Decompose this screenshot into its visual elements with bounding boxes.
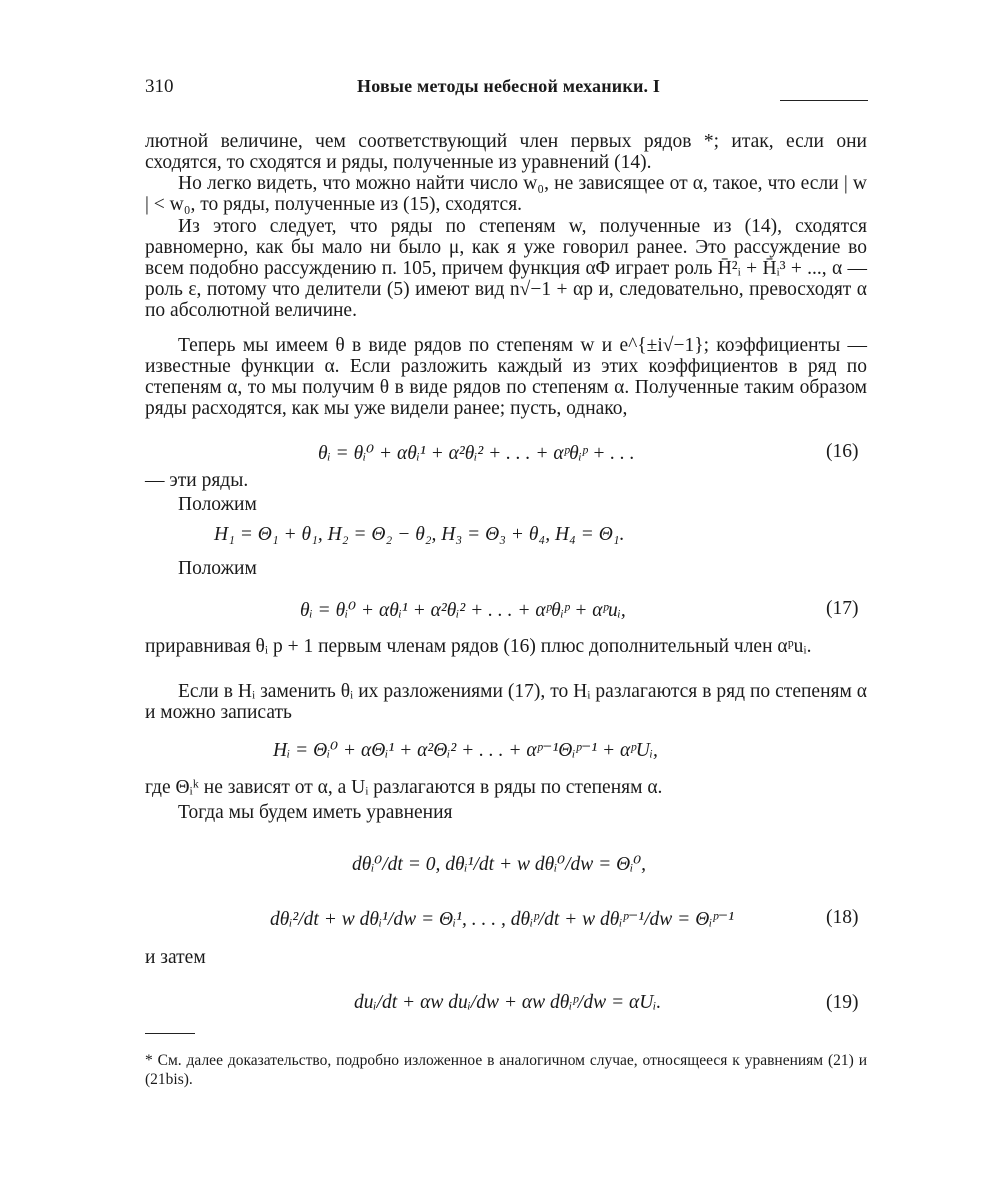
- paragraph-7: где Θᵢᵏ не зависят от α, а Uᵢ разлагаются в ряды по степеням α.: [145, 777, 663, 798]
- header-rule: [780, 100, 868, 101]
- equation-hi: Hᵢ = Θᵢ⁰ + αΘᵢ¹ + α²Θᵢ² + . . . + αᵖ⁻¹Θᵢᵖ⁻¹ + αᵖUᵢ,: [273, 740, 658, 761]
- equation-18-line-1: dθᵢ⁰/dt = 0, dθᵢ¹/dt + w dθᵢ⁰/dw = Θᵢ⁰,: [352, 854, 647, 875]
- footnote: * См. далее доказательство, подробно изложенное в аналогичном случае, относящееся к уравнениям (21) и (21bis).: [145, 1052, 867, 1088]
- running-header: [145, 76, 867, 106]
- running-title: Новые методы небесной механики. I: [357, 76, 661, 96]
- equation-19: duᵢ/dt + αw duᵢ/dw + αw dθᵢᵖ/dw = αUᵢ.: [354, 992, 662, 1013]
- paragraph-4: Теперь мы имеем θ в виде рядов по степеням w и e^{±i√−1}; коэффициенты — известные функции α. Если разложить каждый из этих коэффициентов в ряд по степеням α, то мы получим θ в виде рядов по степеням α. Полученные таким образом ряды расходятся, как мы уже видели ранее; пусть, однако,: [145, 335, 867, 419]
- after-equation-16: — эти ряды.: [145, 470, 249, 491]
- equation-17-number: (17): [826, 598, 859, 619]
- equation-16: θᵢ = θᵢ⁰ + αθᵢ¹ + α²θᵢ² + . . . + αᵖθᵢᵖ + . . .: [318, 443, 635, 464]
- equation-19-number: (19): [826, 992, 859, 1013]
- equation-17: θᵢ = θᵢ⁰ + αθᵢ¹ + α²θᵢ² + . . . + αᵖθᵢᵖ + αᵖuᵢ,: [300, 600, 626, 621]
- polozhim-2: Положим: [178, 558, 257, 579]
- equation-16-number: (16): [826, 441, 859, 462]
- footnote-rule: [145, 1033, 195, 1034]
- i-zatem: и затем: [145, 947, 206, 968]
- paragraph-1: лютной величине, чем соответствующий член первых рядов *; итак, если они сходятся, то сходятся и ряды, полученные из уравнений (14).: [145, 131, 867, 173]
- paragraph-5: приравнивая θᵢ p + 1 первым членам рядов (16) плюс дополнительный член αᵖuᵢ.: [145, 636, 812, 657]
- paragraph-8: Тогда мы будем иметь уравнения: [178, 802, 453, 823]
- polozhim-1: Положим: [178, 494, 257, 515]
- paragraph-6: Если в Hᵢ заменить θᵢ их разложениями (17), то Hᵢ разлагаются в ряд по степеням α и можно записать: [145, 681, 867, 723]
- page-number: 310: [145, 76, 174, 97]
- paragraph-3: Из этого следует, что ряды по степеням w, полученные из (14), сходятся равномерно, как бы мало ни было μ, как я уже говорил ранее. Это рассуждение во всем подобно рассуждению п. 105, причем функция αΦ играет роль H̄²ᵢ + H̄ᵢ³ + ..., α — роль ε, потому что делители (5) имеют вид n√−1 + αp и, следовательно, превосходят α по абсолютной величине.: [145, 216, 867, 321]
- equation-18-number: (18): [826, 907, 859, 928]
- equation-h-definitions: H₁ = Θ₁ + θ₁, H₂ = Θ₂ − θ₂, H₃ = Θ₃ + θ₄, H₄ = Θ₁.: [214, 524, 625, 545]
- paragraph-2: Но легко видеть, что можно найти число w₀, не зависящее от α, такое, что если | w | < w₀, то ряды, полученные из (15), сходятся.: [145, 173, 867, 215]
- equation-18-line-2: dθᵢ²/dt + w dθᵢ¹/dw = Θᵢ¹, . . . , dθᵢᵖ/dt + w dθᵢᵖ⁻¹/dw = Θᵢᵖ⁻¹: [270, 909, 735, 930]
